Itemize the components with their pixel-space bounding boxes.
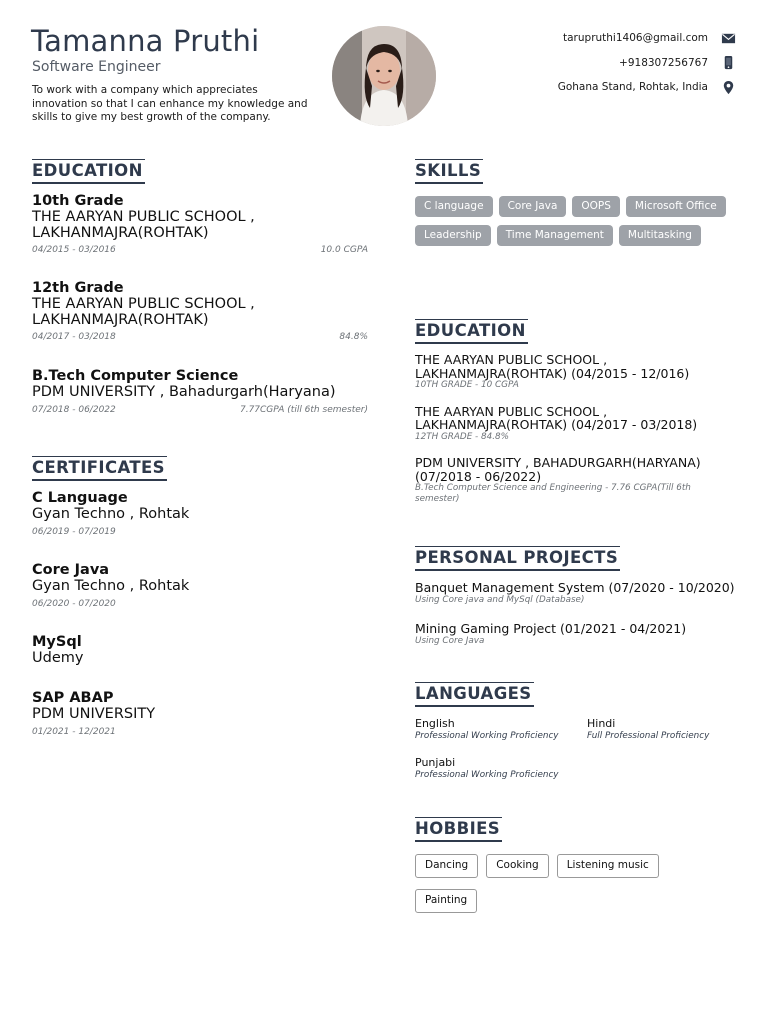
education-summary-item [415,405,715,443]
edu-summary-text: THE AARYAN PUBLIC SCHOOL , LAKHANMAJRA(ROHTAK) (04/2015 - 12/016) [415,352,690,381]
skill-chip: Microsoft Office [626,196,726,217]
hobbies-list [415,854,735,913]
edu-summary-text: THE AARYAN PUBLIC SCHOOL , LAKHANMAJRA(ROHTAK) (04/2017 - 03/2018) [415,403,698,432]
language-name: Hindi [587,717,616,730]
cert-title: C Language [32,490,128,506]
contact-email [496,26,736,51]
edu-summary-meta: 12TH GRADE - 84.8% [415,431,509,442]
cert-issuer: Gyan Techno , Rohtak [32,506,190,522]
project-title: Mining Gaming Project (01/2021 - 04/2021) [415,621,687,636]
education-item [32,192,368,255]
edu-summary-text: PDM UNIVERSITY , BAHADURGARH(HARYANA) (07/2018 - 06/2022) [415,455,701,484]
language-item [415,756,587,782]
hobby-tag: Cooking [486,854,549,878]
skills-heading: SKILLS [415,161,482,180]
languages-heading: LANGUAGES [415,684,532,703]
cert-date: 06/2020 - 07/2020 [32,598,116,609]
address-text: Gohana Stand, Rohtak, India [557,81,708,94]
skills-list [415,196,735,246]
skill-chip: C language [415,196,493,217]
hobby-tag: Painting [415,889,477,913]
job-title: Software Engineer [32,59,161,75]
candidate-name: Tamanna Pruthi [31,24,260,58]
edu-date: 07/2018 - 06/2022 [32,404,116,415]
edu-date: 04/2017 - 03/2018 [32,332,116,342]
cert-date: 01/2021 - 12/2021 [32,726,116,737]
education-summary-item [415,353,715,391]
language-level: Professional Working Proficiency [415,770,559,780]
edu-summary-meta: B.Tech Computer Science and Engineering - 7.76 CGPA(Till 6th semester) [415,483,691,504]
language-item [415,717,587,743]
certificate-item [32,689,368,737]
education-summary [415,353,715,518]
cert-meta [32,527,368,537]
skill-chip: Multitasking [619,225,701,246]
language-level: Professional Working Proficiency [415,731,559,741]
skill-chip: OOPS [572,196,620,217]
education-item [32,279,368,342]
edu-date: 04/2015 - 03/2016 [32,245,116,255]
phone-icon [720,55,736,71]
language-level: Full Professional Proficiency [587,731,710,741]
edu-title: 12th Grade [32,280,124,296]
cert-issuer: Udemy [32,650,84,666]
education-summary-item [415,456,715,504]
hobbies-heading: HOBBIES [415,819,501,838]
language-item [587,717,737,743]
certificate-item [32,561,368,609]
project-item [415,581,735,606]
location-pin-icon [720,79,736,95]
skill-chip: Leadership [415,225,491,246]
education-heading: EDUCATION [32,161,143,180]
project-meta: Using Core Java [415,636,485,646]
language-name: Punjabi [415,756,456,769]
hobby-tag: Listening music [557,854,659,878]
edu-school: THE AARYAN PUBLIC SCHOOL , LAKHANMAJRA(ROHTAK) [32,209,255,241]
email-text[interactable]: tarupruthi1406@gmail.com [563,32,708,45]
summary-text: To work with a company which appreciates innovation so that I can enhance my knowledge and skills to give my best growth of the company. [32,84,308,124]
cert-issuer: Gyan Techno , Rohtak [32,578,190,594]
cert-meta [32,727,368,737]
certificate-item [32,633,368,667]
contact-block [496,26,736,100]
project-item [415,622,735,647]
edu-school: THE AARYAN PUBLIC SCHOOL , LAKHANMAJRA(ROHTAK) [32,296,255,328]
edu-title: 10th Grade [32,193,124,209]
project-meta: Using Core java and MySql (Database) [415,595,585,605]
cert-title: MySql [32,634,82,650]
certificates-heading: CERTIFICATES [32,458,165,477]
contact-address [496,75,736,100]
edu-title: B.Tech Computer Science [32,368,239,384]
edu-score: 10.0 CGPA [320,245,368,255]
edu-meta [32,245,368,255]
projects-heading: PERSONAL PROJECTS [415,548,619,567]
cert-date: 06/2019 - 07/2019 [32,526,116,537]
cert-title: Core Java [32,562,110,578]
cert-meta [32,599,368,609]
phone-text[interactable]: +918307256767 [619,56,708,69]
contact-phone [496,51,736,76]
cert-issuer: PDM UNIVERSITY [32,706,156,722]
skill-chip: Time Management [497,225,613,246]
project-title: Banquet Management System (07/2020 - 10/2020) [415,580,735,595]
edu-meta [32,332,368,342]
edu-meta [32,405,368,415]
edu-summary-meta: 10TH GRADE - 10 CGPA [415,380,519,390]
hobby-tag: Dancing [415,854,478,878]
profile-photo [332,26,436,126]
edu-score: 7.77CGPA (till 6th semester) [239,404,368,415]
cert-title: SAP ABAP [32,690,114,706]
skill-chip: Core Java [499,196,567,217]
skills-row [415,196,735,246]
certificate-item [32,489,368,537]
languages-list [415,717,735,782]
edu-school: PDM UNIVERSITY , Bahadurgarh(Haryana) [32,384,336,400]
education-item [32,367,368,415]
language-name: English [415,717,455,730]
envelope-icon [720,30,736,46]
education-summary-heading: EDUCATION [415,321,526,340]
edu-score: 84.8% [339,332,368,342]
